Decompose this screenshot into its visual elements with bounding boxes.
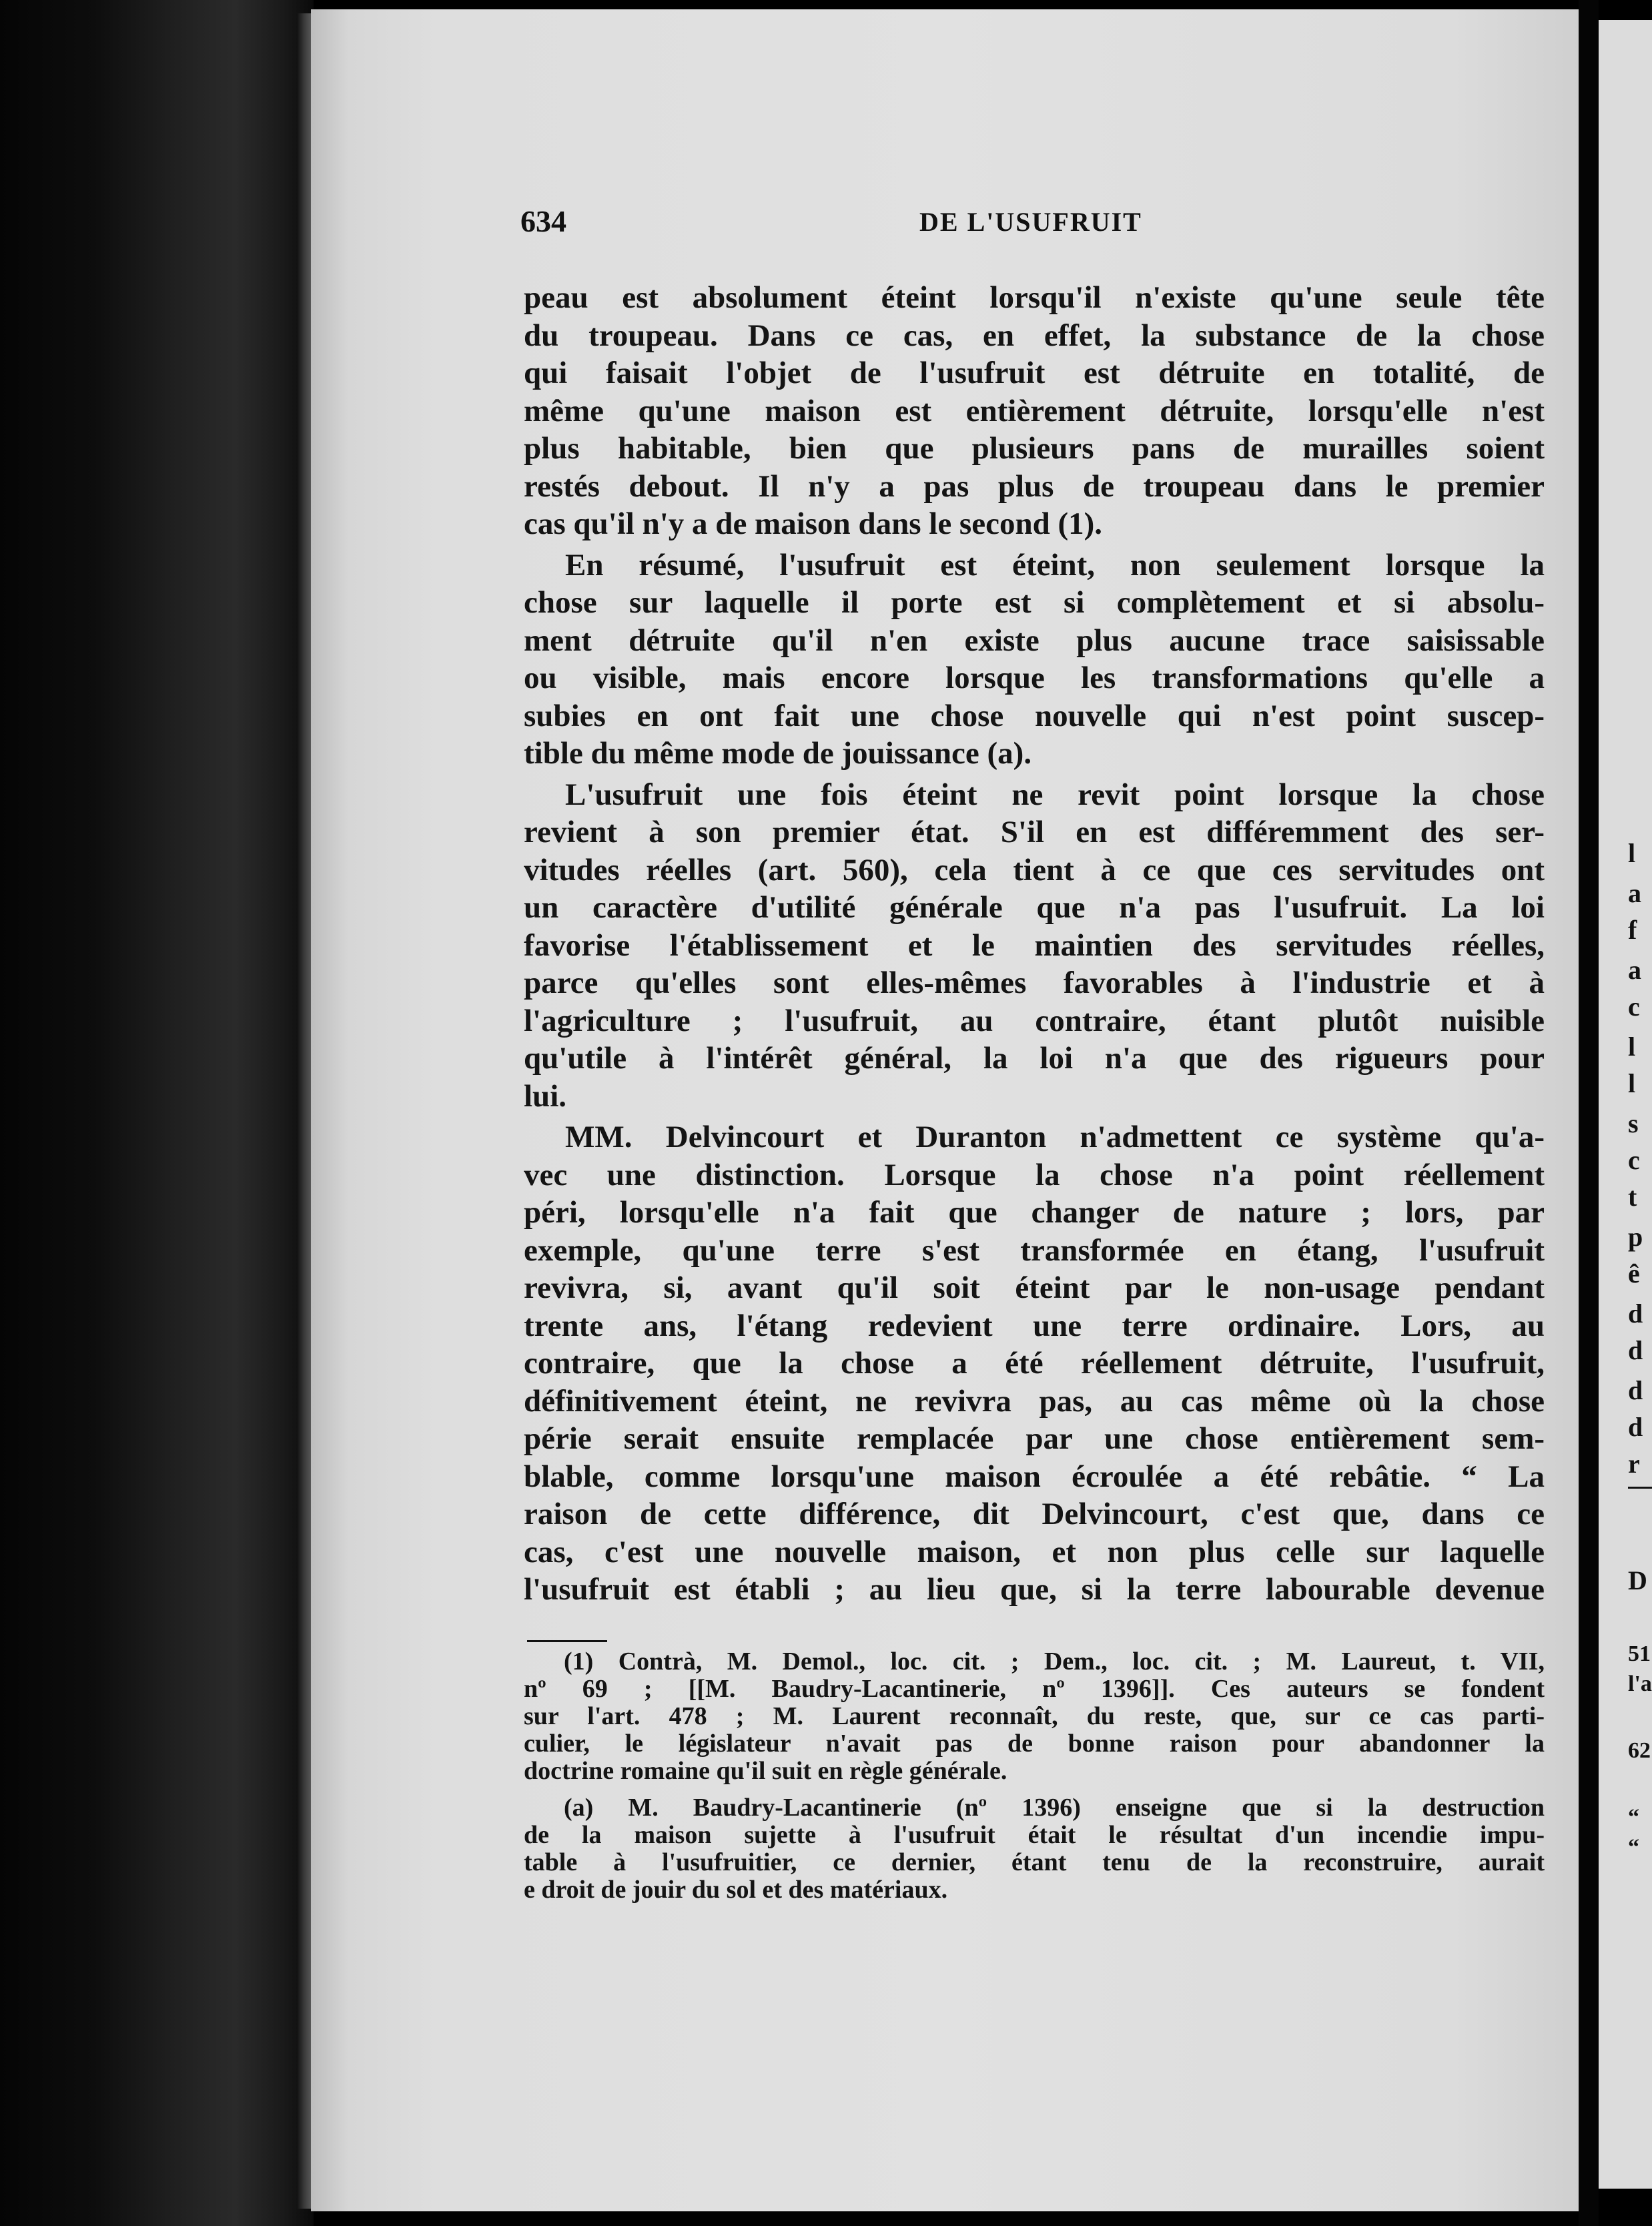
text-line: ou visible, mais encore lorsque les transformations qu'elle a: [524, 661, 1545, 695]
text-line: périe serait ensuite remplacée par une chose entièrement sem-: [524, 1421, 1545, 1456]
edge-fragment: “: [1628, 1835, 1639, 1860]
edge-fragment: l: [1628, 1032, 1636, 1062]
edge-fragment: 51: [1628, 1641, 1651, 1666]
text-line: vitudes réelles (art. 560), cela tient à ce que ces servitudes ont: [524, 852, 1545, 887]
text-line: trente ans, l'étang redevient une terre ordinaire. Lors, au: [524, 1308, 1545, 1343]
edge-fragment: t: [1628, 1182, 1637, 1212]
adjacent-page-strip: [1599, 20, 1652, 2189]
edge-fragment: r: [1628, 1449, 1640, 1479]
edge-fragment: a: [1628, 955, 1641, 985]
binding-gutter: [1579, 0, 1599, 2226]
text-line: En résumé, l'usufruit est éteint, non seulement lorsque la: [565, 547, 1545, 583]
footnotes: [524, 1648, 1545, 1904]
text-line: contraire, que la chose a été réellement détruite, l'usufruit,: [524, 1346, 1545, 1381]
edge-fragment: l'a: [1628, 1672, 1652, 1696]
text-line: exemple, qu'une terre s'est transformée en étang, l'usufruit: [524, 1232, 1545, 1268]
text-line: chose sur laquelle il porte est si complètement et si absolu-: [524, 585, 1545, 620]
text-line: plus habitable, bien que plusieurs pans de murailles soient: [524, 431, 1545, 466]
scan-background-left: [0, 0, 314, 2226]
text-line: lui.: [524, 1078, 567, 1114]
footnote-line: sur l'art. 478 ; M. Laurent reconnaît, du reste, que, sur ce cas parti-: [524, 1702, 1545, 1730]
footnote-line: table à l'usufruitier, ce dernier, étant tenu de la reconstruire, aurait: [524, 1848, 1545, 1876]
edge-fragment: s: [1628, 1108, 1639, 1138]
body-text: [524, 279, 1545, 1609]
text-line: MM. Delvincourt et Duranton n'admettent ce système qu'a-: [565, 1120, 1545, 1154]
footnote-line: culier, le législateur n'avait pas de bonne raison pour abandonner la: [524, 1730, 1545, 1758]
edge-fragment: p: [1628, 1222, 1643, 1252]
footnote-line: de la maison sujette à l'usufruit était le résultat d'un incendie impu-: [524, 1821, 1545, 1849]
footnote-line: e droit de jouir du sol et des matériaux.: [524, 1876, 948, 1904]
text-line: définitivement éteint, ne revivra pas, au cas même où la chose: [524, 1383, 1545, 1419]
text-line: L'usufruit une fois éteint ne revit point lorsque la chose: [565, 777, 1545, 812]
text-line: l'usufruit est établi ; au lieu que, si la terre labourable devenue: [524, 1572, 1545, 1607]
text-line: péri, lorsqu'elle n'a fait que changer de nature ; lors, par: [524, 1195, 1545, 1230]
text-line: parce qu'elles sont elles-mêmes favorables à l'industrie et à: [524, 966, 1545, 1000]
edge-fragment: d: [1628, 1298, 1643, 1329]
edge-fragment: l: [1628, 838, 1636, 868]
edge-fragment: l: [1628, 1068, 1636, 1098]
edge-rule: [1628, 1487, 1652, 1489]
edge-fragment: “: [1628, 1805, 1639, 1830]
edge-fragment: 62: [1628, 1738, 1651, 1763]
text-line: blable, comme lorsqu'une maison écroulée a été rebâtie. “ La: [524, 1459, 1545, 1494]
text-line: favorise l'établissement et le maintien des servitudes réelles,: [524, 928, 1545, 963]
text-line: subies en ont fait une chose nouvelle qui n'est point suscep-: [524, 698, 1545, 733]
edge-fragment: c: [1628, 992, 1640, 1022]
text-line: même qu'une maison est entièrement détruite, lorsqu'elle n'est: [524, 393, 1545, 428]
footnote-line: (a) M. Baudry-Lacantinerie (nº 1396) enseigne que si la destruction: [564, 1794, 1545, 1822]
edge-fragment: c: [1628, 1145, 1640, 1175]
running-head: [520, 204, 1188, 244]
footnote-line: (1) Contrà, M. Demol., loc. cit. ; Dem., loc. cit. ; M. Laureut, t. VII,: [564, 1647, 1545, 1676]
text-line: du troupeau. Dans ce cas, en effet, la substance de la chose: [524, 318, 1545, 353]
text-line: raison de cette différence, dit Delvincourt, c'est que, dans ce: [524, 1497, 1545, 1531]
running-title: DE L'USUFRUIT: [919, 207, 1142, 237]
edge-fragment: ê: [1628, 1258, 1640, 1288]
edge-fragment: a: [1628, 878, 1641, 908]
edge-fragment: f: [1628, 915, 1637, 945]
text-line: cas, c'est une nouvelle maison, et non plus celle sur laquelle: [524, 1534, 1545, 1569]
text-line: ment détruite qu'il n'en existe plus aucune trace saisissable: [524, 623, 1545, 658]
page-number: 634: [520, 204, 566, 238]
edge-fragment: d: [1628, 1375, 1643, 1405]
text-line: revivra, si, avant qu'il soit éteint par le non-usage pendant: [524, 1270, 1545, 1305]
edge-fragment: D: [1628, 1565, 1647, 1595]
text-line: l'agriculture ; l'usufruit, au contraire, étant plutôt nuisible: [524, 1003, 1545, 1038]
footnote-line: doctrine romaine qu'il suit en règle générale.: [524, 1757, 1007, 1785]
text-line: tible du même mode de jouissance (a).: [524, 736, 1032, 771]
edge-fragment: d: [1628, 1335, 1643, 1365]
text-line: restés debout. Il n'y a pas plus de troupeau dans le premier: [524, 468, 1545, 504]
text-line: qu'utile à l'intérêt général, la loi n'a que des rigueurs pour: [524, 1041, 1545, 1076]
footnote-rule: [527, 1640, 607, 1642]
edge-fragment: d: [1628, 1412, 1643, 1442]
text-line: un caractère d'utilité générale que n'a pas l'usufruit. La loi: [524, 890, 1545, 925]
text-line: vec une distinction. Lorsque la chose n'a point réellement: [524, 1157, 1545, 1192]
text-line: revient à son premier état. S'il en est différemment des ser-: [524, 815, 1545, 849]
text-line: qui faisait l'objet de l'usufruit est détruite en totalité, de: [524, 356, 1545, 390]
text-line: peau est absolument éteint lorsqu'il n'existe qu'une seule tête: [524, 280, 1545, 315]
footnote-line: nº 69 ; [[M. Baudry-Lacantinerie, nº 1396]]. Ces auteurs se fondent: [524, 1675, 1545, 1703]
text-line: cas qu'il n'y a de maison dans le second (1).: [524, 506, 1103, 541]
